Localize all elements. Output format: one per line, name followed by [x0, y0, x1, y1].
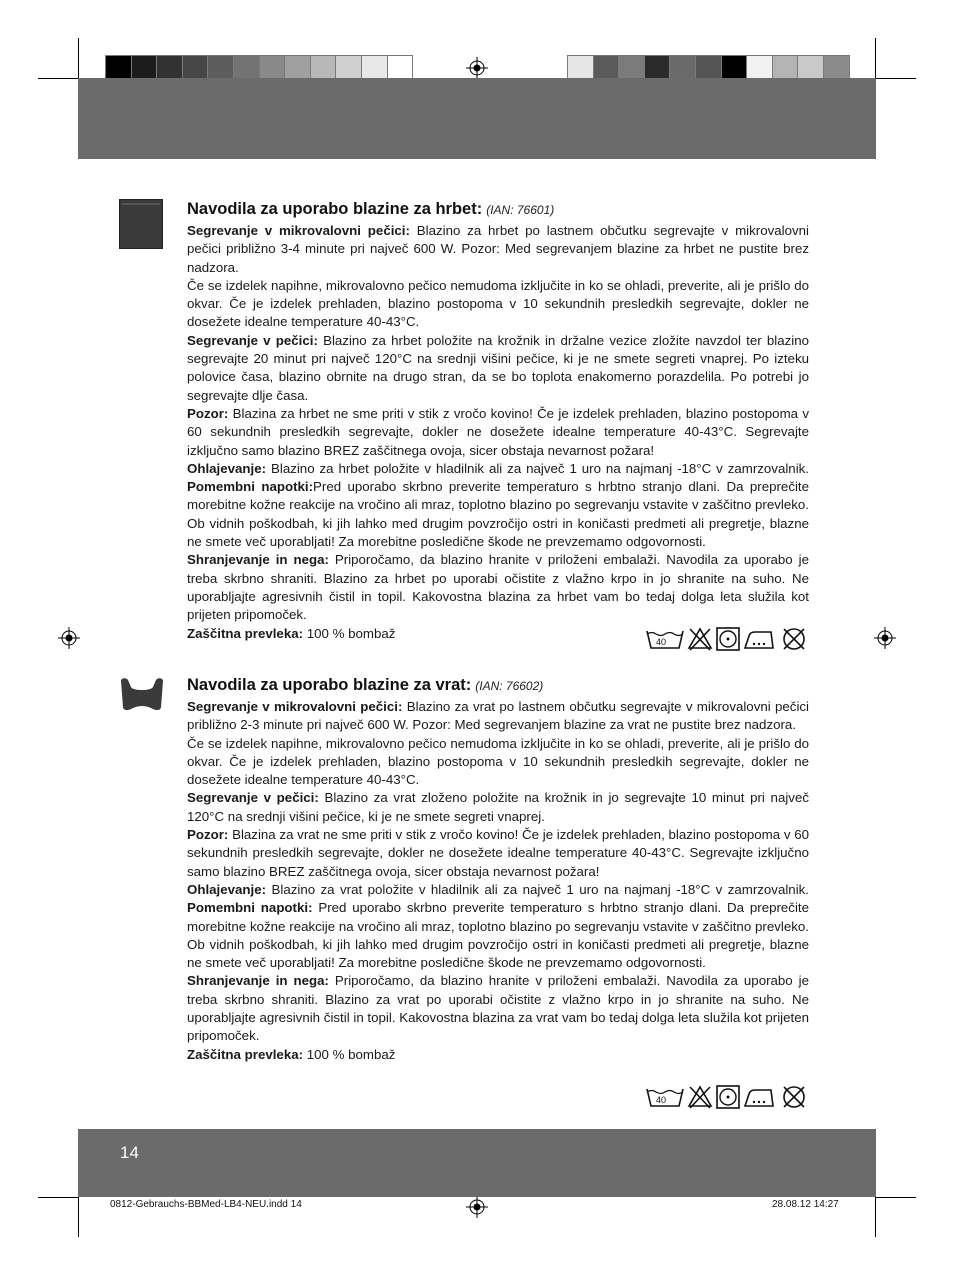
registration-mark-icon: [58, 627, 80, 649]
paragraph-inflation: Če se izdelek napihne, mikrovalovno pečico nemudoma izključite in ko se ohladi, preverite, ali je prišlo do okvar. Če je izdelek prehladen, blazino postopoma v 10 sekundnih presledkih segrevajte, dokler ne dosežete idealne temperature 40-43°C.: [187, 277, 809, 330]
neck-cushion-icon: [119, 677, 165, 711]
back-cushion-icon: [119, 199, 163, 249]
paragraph-microwave: Segrevanje v mikrovalovni pečici: Blazino za vrat po lastnem občutku segrevajte v mikrovalovni pečici približno 2-3 minute pri največ 600 W. Pozor: Med segrevanjem blazine za vrat ne pustite brez nadzora.: [187, 699, 809, 733]
crop-mark: [78, 38, 79, 78]
wash-40-icon: [647, 631, 683, 648]
care-symbols: [645, 1084, 809, 1110]
header-band: [78, 78, 876, 159]
crop-mark: [876, 78, 916, 79]
paragraph-microwave: Segrevanje v mikrovalovni pečici: Blazino za hrbet po lastnem občutku segrevajte v mikrovalovni pečici približno 3-4 minute pri največ 600 W. Pozor: Med segrevanjem blazine za hrbet ne pustite brez nadzora.: [187, 223, 809, 275]
ian-code: (IAN: 76601): [486, 203, 555, 217]
tumble-dry-icon: [717, 1086, 739, 1108]
paragraph-oven: Segrevanje v pečici: Blazino za hrbet položite na krožnik in držalne vezice zložite navzdol ter blazino segrevajte 20 minut pri največ 120°C na srednji višini pečice, ki je ne smete segreti vnaprej. Po izteku polovice časa, blazino obrnite na drugo stran, da se bo toplota enakomerno porazdelila. Po potrebi jo segrevajte dlje časa.: [187, 332, 809, 403]
paragraph-cover: Zaščitna prevleka: 100 % bombaž: [187, 625, 396, 641]
registration-mark-icon: [466, 1196, 488, 1218]
crop-mark: [38, 1197, 78, 1198]
paragraph-storage: Shranjevanje in nega: Priporočamo, da blazino hranite v priloženi embalaži. Navodila za uporabo je treba skrbno shraniti. Blazino za vrat po uporabi očistite z vlažno krpo in jo shranite na suho. Ne uporabljajte agresivnih čistil in topil. Kakovostna blazina za vrat vam bo tedaj dolga leta služila kot prijeten pripomoček.: [187, 973, 809, 1044]
paragraph-caution: Pozor: Blazina za vrat ne sme priti v stik z vročo kovino! Če je izdelek prehladen, blazino postopoma v 60 sekundnih presledkih segrevajte, dokler ne dosežete idealne temperature 40-43°C. Segrevajte izključno samo blazino BREZ zaščitnega ovoja, sicer obstaja nevarnost požara!: [187, 827, 809, 879]
wash-40-icon: [647, 1089, 683, 1106]
ian-code: (IAN: 76602): [475, 679, 544, 693]
crop-mark: [78, 1197, 79, 1237]
paragraph-cooling: Ohlajevanje: Blazino za vrat položite v hladilnik ali za največ 1 uro na najmanj -18°C v zamrzovalnik. Pomembni napotki: Pred uporabo skrbno preverite temperaturo s hrbtno stranjo dlani. Da preprečite morebitne kožne reakcije na vročino ali mraz, toplotno blazino po segrevanju vstavite v zaščitno prevleko. Ob vidnih poškodbah, ki jih lahko med drugim povzročijo ostri in koničasti predmeti ali pregretje, blazne ne smete več uporabljati! Za morebitne posledične škode ne prevzemamo odgovornosti.: [187, 881, 809, 971]
do-not-dry-clean-icon: [784, 629, 804, 649]
back-cushion-section: [187, 199, 809, 643]
section-title: Navodila za uporabo blazine za hrbet: (IAN: 76601): [187, 200, 555, 218]
footer-filename: 0812-Gebrauchs-BBMed-LB4-NEU.indd 14: [110, 1199, 302, 1210]
paragraph-cooling: Ohlajevanje: Blazino za hrbet položite v hladilnik ali za največ 1 uro na najmanj -18°C v zamrzovalnik. Pomembni napotki:Pred uporabo skrbno preverite temperaturo s hrbtno stranjo dlani. Da preprečite morebitne kožne reakcije na vročino ali mraz, toplotno blazino po segrevanju vstavite v zaščitno prevleko. Ob vidnih poškodbah, ki jih lahko med drugim povzročijo ostri in koničasti predmeti ali pregretje, blazne ne smete več uporabljati! Za morebitne posledične škode ne prevzemamo odgovornosti.: [187, 460, 810, 550]
paragraph-storage: Shranjevanje in nega: Priporočamo, da blazino hranite v priloženi embalaži. Navodila za uporabo je treba skrbno shraniti. Blazino za hrbet po uporabi očistite z vlažno krpo in jo shranite na suho. Ne uporabljajte agresivnih čistil in topil. Kakovostna blazina za hrbet vam bo tedaj dolga leta služila kot prijeten pripomoček.: [187, 552, 809, 623]
iron-icon: [745, 632, 773, 648]
paragraph-cover: Zaščitna prevleka: 100 % bombaž: [187, 1046, 396, 1062]
neck-cushion-section: [187, 675, 809, 1064]
footer-band: [78, 1129, 876, 1197]
do-not-dry-clean-icon: [784, 1087, 804, 1107]
registration-mark-icon: [874, 627, 896, 649]
registration-mark-icon: [466, 57, 488, 79]
do-not-bleach-icon: [689, 1087, 711, 1108]
crop-mark: [875, 38, 876, 78]
svg-text:40: 40: [656, 1095, 667, 1105]
iron-icon: [745, 1090, 773, 1106]
paragraph-inflation: Če se izdelek napihne, mikrovalovno pečico nemudoma izključite in ko se ohladi, preverite, ali je prišlo do okvar. Če je izdelek prehladen, blazino postopoma v 10 sekundnih presledkih segrevajte, dokler ne dosežete idealne temperature 40-43°C.: [187, 735, 809, 788]
crop-mark: [876, 1197, 916, 1198]
crop-mark: [38, 78, 78, 79]
care-symbols: [645, 626, 809, 652]
crop-mark: [875, 1197, 876, 1237]
page-number: 14: [120, 1143, 139, 1162]
do-not-bleach-icon: [689, 629, 711, 650]
footer-timestamp: 28.08.12 14:27: [772, 1199, 839, 1210]
paragraph-caution: Pozor: Blazina za hrbet ne sme priti v stik z vročo kovino! Če je izdelek prehladen, blazino postopoma v 60 sekundnih presledkih segrevajte, dokler ne dosežete idealne temperature 40-43°C. Segrevajte izključno samo blazino BREZ zaščitnega ovoja, sicer obstaja nevarnost požara!: [187, 405, 809, 458]
section-title: Navodila za uporabo blazine za vrat: (IAN: 76602): [187, 676, 544, 694]
paragraph-oven: Segrevanje v pečici: Blazino za vrat zloženo položite na krožnik in jo segrevajte 10 minut pri največ 120°C na srednji višini pečice, ki je ne smete segreti vnaprej.: [187, 790, 809, 824]
svg-text:40: 40: [656, 637, 667, 647]
tumble-dry-icon: [717, 628, 739, 650]
